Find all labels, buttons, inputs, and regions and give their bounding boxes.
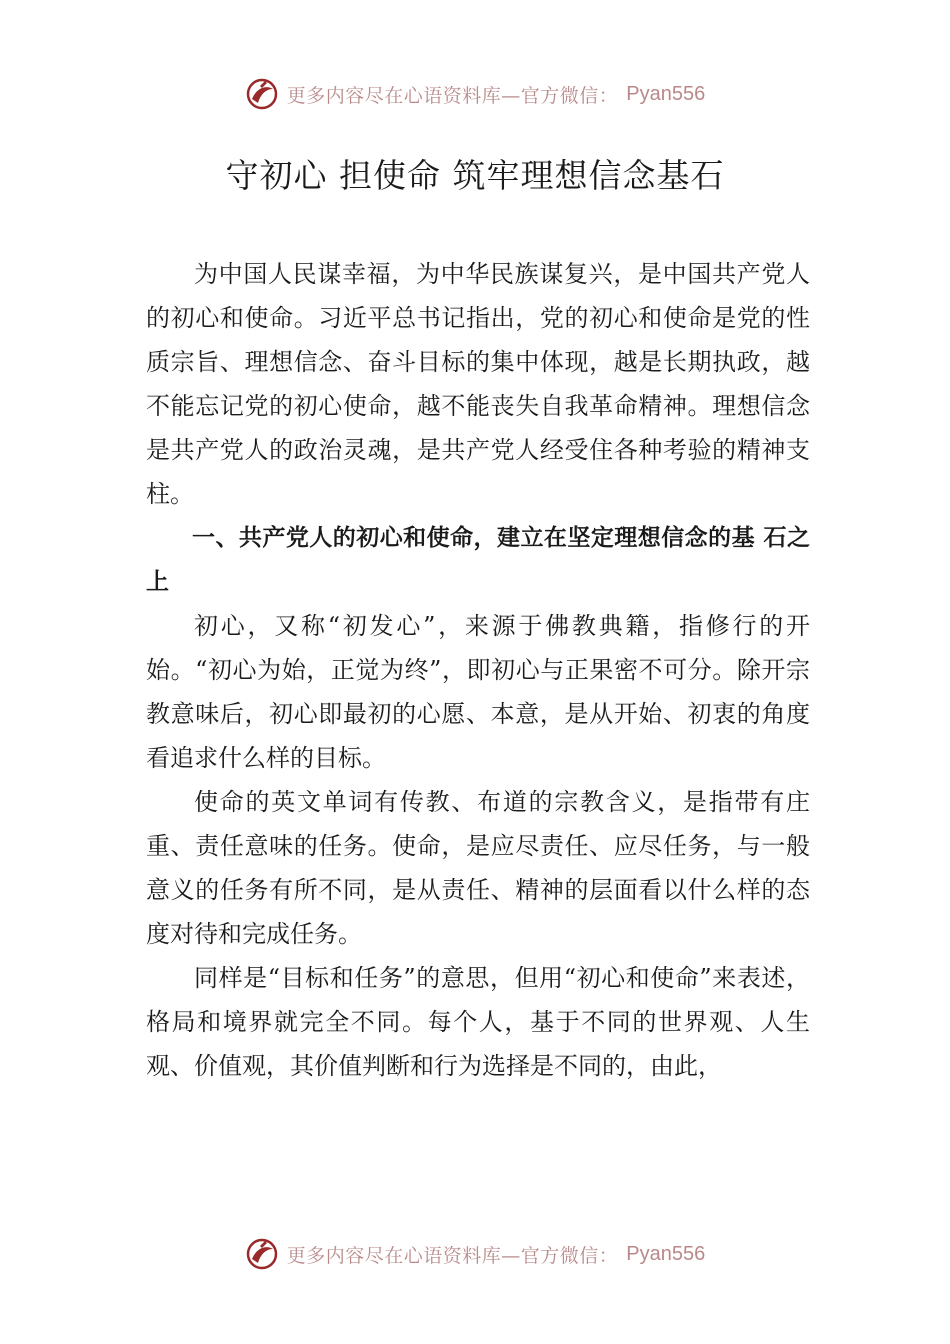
brand-logo-icon bbox=[245, 77, 279, 111]
watermark-text: 更多内容尽在心语资料库—官方微信： bbox=[286, 1244, 619, 1267]
header-watermark bbox=[0, 72, 950, 116]
section-heading: 一、共产党人的初心和使命，建立在坚定理想信念的基 石之上 bbox=[146, 525, 810, 595]
brand-logo-icon bbox=[245, 1237, 279, 1271]
paragraph-comparison: 同样是“目标和任务”的意思，但用“初心和使命”来表述，格局和境界就完全不同。每个人，基于不同的世界观、人生观、价值观，其价值判断和行为选择是不同的，由此， bbox=[146, 964, 810, 1080]
watermark-handle: Pyan556 bbox=[626, 82, 706, 105]
watermark-text: 更多内容尽在心语资料库—官方微信： bbox=[286, 84, 619, 107]
paragraph-shiming: 使命的英文单词有传教、布道的宗教含义，是指带有庄重、责任意味的任务。使命，是应尽责任、应尽任务，与一般意义的任务有所不同，是从责任、精神的层面看以什么样的态度对待和完成任务。 bbox=[146, 788, 810, 948]
document-title: 守初心 担使命 筑牢理想信念基石 bbox=[225, 156, 725, 195]
footer-watermark bbox=[0, 1232, 950, 1276]
paragraph-chuxin: 初心，又称“初发心”，来源于佛教典籍，指修行的开始。“初心为始，正觉为终”，即初心与正果密不可分。除开宗教意味后，初心即最初的心愿、本意，是从开始、初衷的角度看追求什么样的目标。 bbox=[146, 612, 810, 772]
paragraph-intro: 为中国人民谋幸福，为中华民族谋复兴，是中国共产党人的初心和使命。习近平总书记指出，党的初心和使命是党的性质宗旨、理想信念、奋斗目标的集中体现，越是长期执政，越不能忘记党的初心使命，越不能丧失自我革命精神。理想信念是共产党人的政治灵魂，是共产党人经受住各种考验的精神支柱。 bbox=[146, 260, 810, 508]
document-body bbox=[146, 252, 810, 1088]
watermark-handle: Pyan556 bbox=[626, 1242, 706, 1265]
